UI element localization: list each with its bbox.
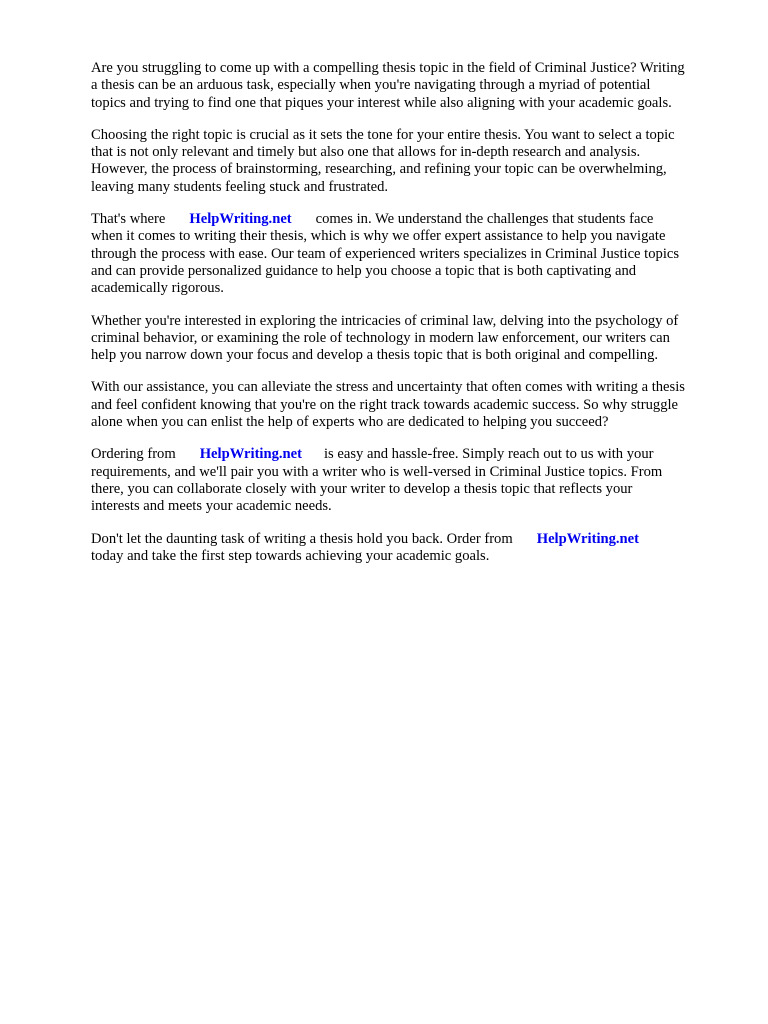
text-line: Whether you're interested in exploring the intricacies of criminal law, delving into the psychology of <box>91 312 679 329</box>
text-line: today and take the first step towards achieving your academic goals. <box>91 547 490 564</box>
paragraph-whether <box>91 313 731 365</box>
text-line: a thesis can be an arduous task, especially when you're navigating through a myriad of potential <box>91 77 651 94</box>
text-line: Choosing the right topic is crucial as it sets the tone for your entire thesis. You want to select a topic <box>91 126 675 143</box>
helpwriting-link[interactable]: HelpWriting.net <box>189 211 292 228</box>
text-line: interests and meets your academic needs. <box>91 498 332 515</box>
paragraph-intro <box>91 60 731 112</box>
text-fragment: Ordering from <box>91 446 176 463</box>
text-line: leaving many students feeling stuck and frustrated. <box>91 178 389 195</box>
text-line: there, you can collaborate closely with your writer to develop a thesis topic that reflects your <box>91 480 633 497</box>
text-line <box>91 446 731 463</box>
text-fragment: is easy and hassle-free. Simply reach out to us with your <box>324 446 654 463</box>
text-fragment: That's where <box>91 211 166 228</box>
text-line: requirements, and we'll pair you with a writer who is well-versed in Criminal Justice topics. From <box>91 463 663 480</box>
text-line: However, the process of brainstorming, researching, and refining your topic can be overwhelming, <box>91 161 667 178</box>
text-line: and feel confident knowing that you're on the right track towards academic success. So why struggle <box>91 396 679 413</box>
text-line: With our assistance, you can alleviate the stress and uncertainty that often comes with writing a thesis <box>91 379 685 396</box>
paragraph-ordering <box>91 446 731 515</box>
text-line: alone when you can enlist the help of experts who are dedicated to helping you succeed? <box>91 414 609 431</box>
helpwriting-link[interactable]: HelpWriting.net <box>536 530 640 547</box>
text-line: and can provide personalized guidance to help you choose a topic that is both captivating and <box>91 262 637 279</box>
text-line: academically rigorous. <box>91 280 224 297</box>
text-line: help you narrow down your focus and develop a thesis topic that is both original and compelling. <box>91 347 659 364</box>
text-fragment: comes in. We understand the challenges that students face <box>315 211 654 228</box>
text-line: that is not only relevant and timely but also one that allows for in-depth research and analysis. <box>91 144 641 161</box>
document-page <box>91 60 731 580</box>
paragraph-assistance <box>91 379 731 431</box>
text-line: when it comes to writing their thesis, which is why we offer expert assistance to help you navigate <box>91 228 666 245</box>
paragraph-closing <box>91 531 731 566</box>
text-line: through the process with ease. Our team of experienced writers specializes in Criminal Justice topics <box>91 245 680 262</box>
paragraph-thats-where <box>91 211 731 297</box>
text-line <box>91 531 731 548</box>
text-line <box>91 211 731 228</box>
helpwriting-link[interactable]: HelpWriting.net <box>199 446 302 463</box>
text-line: Are you struggling to come up with a compelling thesis topic in the field of Criminal Justice? Writing <box>91 60 685 76</box>
text-fragment: Don't let the daunting task of writing a thesis hold you back. Order from <box>91 530 513 547</box>
paragraph-choosing-topic <box>91 127 731 196</box>
text-line: topics and trying to find one that piques your interest while also aligning with your academic goals. <box>91 94 672 111</box>
text-line: criminal behavior, or examining the role of technology in modern law enforcement, our writers can <box>91 329 670 346</box>
